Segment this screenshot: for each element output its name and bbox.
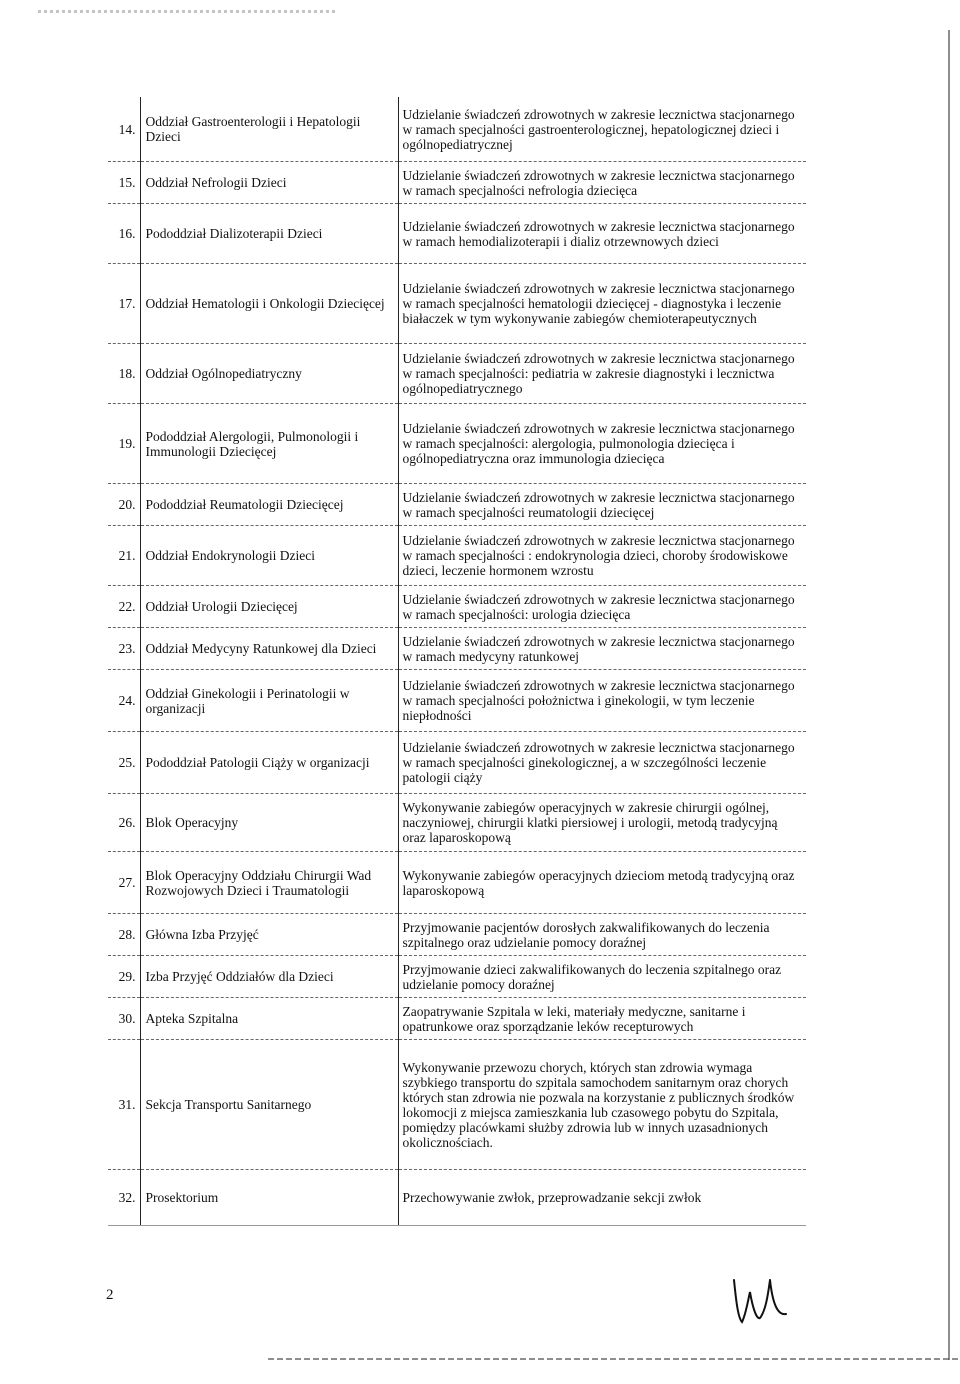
- department-description: Przyjmowanie pacjentów dorosłych zakwalifikowanych do leczenia szpitalnego oraz udzielanie pomocy doraźnej: [398, 913, 806, 955]
- row-number: 28.: [108, 913, 140, 955]
- department-name: Izba Przyjęć Oddziałów dla Dzieci: [140, 955, 398, 997]
- departments-table: [108, 97, 806, 1226]
- department-description: Udzielanie świadczeń zdrowotnych w zakresie lecznictwa stacjonarnego w ramach specjalności hematologii dziecięcej - diagnostyka i leczenie białaczek w tym wykonywanie zabiegów chemioterapeutycznych: [398, 263, 806, 343]
- department-name: Oddział Nefrologii Dzieci: [140, 161, 398, 203]
- row-number: 21.: [108, 525, 140, 585]
- table-row: [108, 1039, 806, 1169]
- department-name: Oddział Medycyny Ratunkowej dla Dzieci: [140, 627, 398, 669]
- department-name: Oddział Hematologii i Onkologii Dziecięcej: [140, 263, 398, 343]
- department-name: Pododdział Reumatologii Dziecięcej: [140, 483, 398, 525]
- row-number: 16.: [108, 203, 140, 263]
- table-row: [108, 585, 806, 627]
- department-description: Udzielanie świadczeń zdrowotnych w zakresie lecznictwa stacjonarnego w ramach specjalności nefrologia dziecięca: [398, 161, 806, 203]
- department-description: Udzielanie świadczeń zdrowotnych w zakresie lecznictwa stacjonarnego w ramach specjalności: alergologia, pulmonologia dziecięca i ogólnopediatryczna oraz immunologia dziecięca: [398, 403, 806, 483]
- row-number: 25.: [108, 731, 140, 793]
- row-number: 15.: [108, 161, 140, 203]
- department-description: Udzielanie świadczeń zdrowotnych w zakresie lecznictwa stacjonarnego w ramach specjalności położnictwa i ginekologii, w tym leczenie niepłodności: [398, 669, 806, 731]
- table-row: [108, 161, 806, 203]
- department-name: Oddział Ginekologii i Perinatologii w organizacji: [140, 669, 398, 731]
- department-description: Udzielanie świadczeń zdrowotnych w zakresie lecznictwa stacjonarnego w ramach specjalności : endokrynologia dzieci, choroby środowiskowe dzieci, leczenie hormonem wzrostu: [398, 525, 806, 585]
- department-name: Oddział Endokrynologii Dzieci: [140, 525, 398, 585]
- department-description: Udzielanie świadczeń zdrowotnych w zakresie lecznictwa stacjonarnego w ramach specjalności: pediatria w zakresie diagnostyki i lecznictwa ogólnopediatrycznego: [398, 343, 806, 403]
- table-row: [108, 263, 806, 343]
- scan-noise: [38, 10, 338, 13]
- table-row: [108, 403, 806, 483]
- row-number: 26.: [108, 793, 140, 851]
- row-number: 18.: [108, 343, 140, 403]
- department-description: Udzielanie świadczeń zdrowotnych w zakresie lecznictwa stacjonarnego w ramach specjalności ginekologicznej, a w szczególności leczenie patologii ciąży: [398, 731, 806, 793]
- table-row: [108, 525, 806, 585]
- table-row: [108, 203, 806, 263]
- table-row: [108, 1169, 806, 1225]
- row-number: 24.: [108, 669, 140, 731]
- department-description: Udzielanie świadczeń zdrowotnych w zakresie lecznictwa stacjonarnego w ramach specjalności: urologia dziecięca: [398, 585, 806, 627]
- row-number: 32.: [108, 1169, 140, 1225]
- department-name: Pododdział Patologii Ciąży w organizacji: [140, 731, 398, 793]
- row-number: 20.: [108, 483, 140, 525]
- table-row: [108, 731, 806, 793]
- table-row: [108, 793, 806, 851]
- row-number: 23.: [108, 627, 140, 669]
- row-number: 19.: [108, 403, 140, 483]
- footer-rule: [268, 1358, 958, 1360]
- table-row: [108, 483, 806, 525]
- department-name: Blok Operacyjny Oddziału Chirurgii Wad Rozwojowych Dzieci i Traumatologii: [140, 851, 398, 913]
- department-description: Przechowywanie zwłok, przeprowadzanie sekcji zwłok: [398, 1169, 806, 1225]
- department-name: Prosektorium: [140, 1169, 398, 1225]
- row-number: 14.: [108, 97, 140, 161]
- row-number: 17.: [108, 263, 140, 343]
- table-row: [108, 955, 806, 997]
- table-row: [108, 343, 806, 403]
- row-number: 31.: [108, 1039, 140, 1169]
- row-number: 29.: [108, 955, 140, 997]
- table-row: [108, 97, 806, 161]
- table-row: [108, 627, 806, 669]
- table-row: [108, 997, 806, 1039]
- department-description: Udzielanie świadczeń zdrowotnych w zakresie lecznictwa stacjonarnego w ramach hemodializoterapii i dializ otrzewnowych dzieci: [398, 203, 806, 263]
- department-description: Zaopatrywanie Szpitala w leki, materiały medyczne, sanitarne i opatrunkowe oraz sporządzanie leków recepturowych: [398, 997, 806, 1039]
- department-description: Wykonywanie przewozu chorych, których stan zdrowia wymaga szybkiego transportu do szpitala samochodem sanitarnym oraz chorych których stan zdrowia nie pozwala na korzystanie z publicznych środków lokomocji z miejsca zamieszkania lub czasowego pobytu do Szpitala, pomiędzy placówkami służby zdrowia lub w innych uzasadnionych okolicznościach.: [398, 1039, 806, 1169]
- page-edge-line: [948, 30, 950, 1360]
- department-name: Oddział Ogólnopediatryczny: [140, 343, 398, 403]
- department-description: Udzielanie świadczeń zdrowotnych w zakresie lecznictwa stacjonarnego w ramach specjalności reumatologii dziecięcej: [398, 483, 806, 525]
- department-name: Apteka Szpitalna: [140, 997, 398, 1039]
- department-name: Pododdział Alergologii, Pulmonologii i Immunologii Dziecięcej: [140, 403, 398, 483]
- row-number: 22.: [108, 585, 140, 627]
- department-description: Udzielanie świadczeń zdrowotnych w zakresie lecznictwa stacjonarnego w ramach specjalności gastroenterologicznej, hepatologicznej dzieci i ogólnopediatrycznej: [398, 97, 806, 161]
- department-name: Główna Izba Przyjęć: [140, 913, 398, 955]
- department-name: Oddział Gastroenterologii i Hepatologii Dzieci: [140, 97, 398, 161]
- signature-mark: [730, 1270, 790, 1330]
- department-description: Wykonywanie zabiegów operacyjnych dzieciom metodą tradycyjną oraz laparoskopową: [398, 851, 806, 913]
- department-name: Blok Operacyjny: [140, 793, 398, 851]
- table-row: [108, 669, 806, 731]
- page-number: 2: [106, 1287, 114, 1303]
- row-number: 27.: [108, 851, 140, 913]
- table-body: [108, 97, 806, 1225]
- row-number: 30.: [108, 997, 140, 1039]
- department-description: Udzielanie świadczeń zdrowotnych w zakresie lecznictwa stacjonarnego w ramach medycyny ratunkowej: [398, 627, 806, 669]
- department-description: Przyjmowanie dzieci zakwalifikowanych do leczenia szpitalnego oraz udzielanie pomocy doraźnej: [398, 955, 806, 997]
- department-name: Sekcja Transportu Sanitarnego: [140, 1039, 398, 1169]
- department-description: Wykonywanie zabiegów operacyjnych w zakresie chirurgii ogólnej, naczyniowej, chirurgii klatki piersiowej i urologii, metodą tradycyjną oraz laparoskopową: [398, 793, 806, 851]
- department-name: Pododdział Dializoterapii Dzieci: [140, 203, 398, 263]
- table-row: [108, 913, 806, 955]
- table-row: [108, 851, 806, 913]
- department-name: Oddział Urologii Dziecięcej: [140, 585, 398, 627]
